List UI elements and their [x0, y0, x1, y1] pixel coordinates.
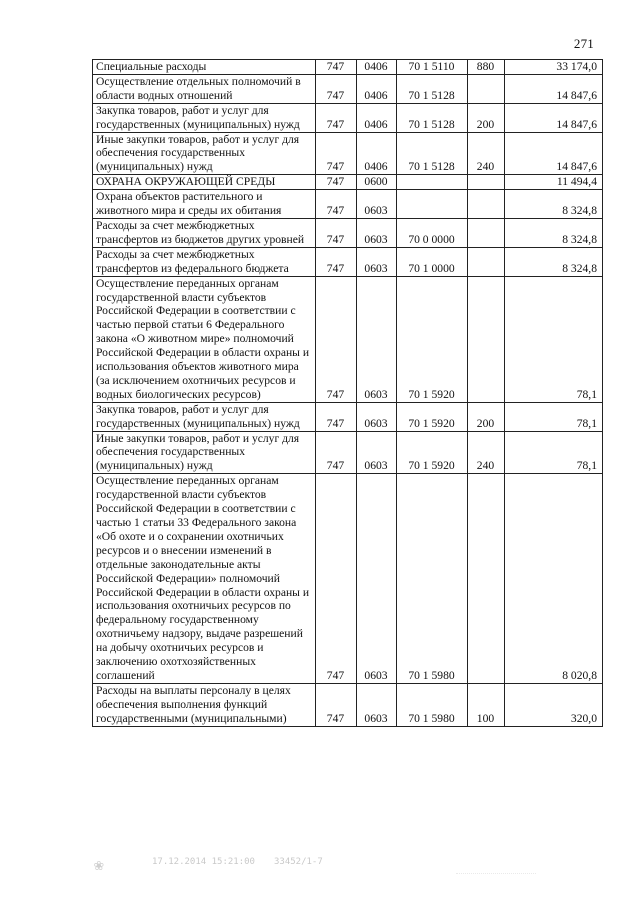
row-expense-type: 200 — [468, 402, 505, 431]
row-sum: 78,1 — [505, 431, 603, 474]
row-section-code: 0600 — [357, 175, 397, 190]
row-section-code: 0406 — [357, 132, 397, 175]
row-sum: 78,1 — [505, 402, 603, 431]
row-target-code: 70 1 5128 — [397, 74, 468, 103]
row-section-code: 0603 — [357, 683, 397, 726]
row-name: Осуществление отдельных полномочий в области водных отношений — [93, 74, 316, 103]
row-sum: 320,0 — [505, 683, 603, 726]
row-name: Иные закупки товаров, работ и услуг для обеспечения государственных (муниципальных) нужд — [93, 132, 316, 175]
row-gr-code: 747 — [316, 218, 357, 247]
row-sum: 8 324,8 — [505, 218, 603, 247]
scan-mark-icon — [456, 853, 536, 874]
footer-document-code: 33452/1-7 — [274, 857, 323, 867]
row-gr-code: 747 — [316, 474, 357, 684]
row-section-code: 0406 — [357, 74, 397, 103]
row-section-code: 0406 — [357, 60, 397, 75]
row-sum: 14 847,6 — [505, 103, 603, 132]
row-name: Закупка товаров, работ и услуг для государственных (муниципальных) нужд — [93, 103, 316, 132]
table-row — [93, 74, 603, 103]
page-number: 271 — [573, 36, 594, 51]
row-target-code: 70 1 5980 — [397, 683, 468, 726]
row-section-code: 0603 — [357, 276, 397, 402]
row-name: Иные закупки товаров, работ и услуг для обеспечения государственных (муниципальных) нужд — [93, 431, 316, 474]
row-section-code: 0603 — [357, 431, 397, 474]
row-expense-type — [468, 218, 505, 247]
row-section-code: 0603 — [357, 247, 397, 276]
row-expense-type — [468, 276, 505, 402]
row-target-code: 70 1 5920 — [397, 431, 468, 474]
row-expense-type: 240 — [468, 132, 505, 175]
row-sum: 78,1 — [505, 276, 603, 402]
row-gr-code: 747 — [316, 683, 357, 726]
row-target-code: 70 1 5920 — [397, 402, 468, 431]
row-target-code — [397, 190, 468, 219]
budget-table — [92, 59, 603, 727]
table-row — [93, 103, 603, 132]
row-section-code: 0406 — [357, 103, 397, 132]
row-sum: 8 020,8 — [505, 474, 603, 684]
row-gr-code: 747 — [316, 132, 357, 175]
row-gr-code: 747 — [316, 74, 357, 103]
row-sum: 8 324,8 — [505, 190, 603, 219]
table-row — [93, 474, 603, 684]
row-target-code: 70 1 5980 — [397, 474, 468, 684]
row-section-code: 0603 — [357, 402, 397, 431]
row-expense-type — [468, 247, 505, 276]
scan-stamp-icon: ❀ — [94, 855, 104, 874]
table-row — [93, 218, 603, 247]
table-row — [93, 132, 603, 175]
row-gr-code: 747 — [316, 60, 357, 75]
row-name: Расходы на выплаты персоналу в целях обеспечения выполнения функций государственными (муниципальными) — [93, 683, 316, 726]
row-gr-code: 747 — [316, 103, 357, 132]
table-row — [93, 402, 603, 431]
row-sum: 8 324,8 — [505, 247, 603, 276]
row-sum: 11 494,4 — [505, 175, 603, 190]
section-title: ОХРАНА ОКРУЖАЮЩЕЙ СРЕДЫ — [93, 175, 316, 190]
table-row — [93, 60, 603, 75]
footer-timestamp: 17.12.2014 15:21:00 — [152, 857, 255, 867]
row-name: Осуществление переданных органам государственной власти субъектов Российской Федерации в соответствии с частью 1 статьи 33 Федерального закона «Об охоте и о сохранении охотничьих ресурсов и о внесении изменений в отдельные законодательные акты Российской Федерации» полномочий Российской Федерации в области охраны и использования охотничьих ресурсов по федеральному государственному охотничьему надзору, выдаче разрешений на добычу охотничьих ресурсов и заключению охотхозяйственных соглашений — [93, 474, 316, 684]
row-name: Расходы за счет межбюджетных трансфертов из федерального бюджета — [93, 247, 316, 276]
row-gr-code: 747 — [316, 431, 357, 474]
row-target-code: 70 1 5110 — [397, 60, 468, 75]
row-section-code: 0603 — [357, 218, 397, 247]
row-sum: 14 847,6 — [505, 74, 603, 103]
document-footer — [94, 850, 594, 880]
row-section-code: 0603 — [357, 190, 397, 219]
row-target-code — [397, 175, 468, 190]
row-name: Охрана объектов растительного и животного мира и среды их обитания — [93, 190, 316, 219]
section-row — [93, 175, 603, 190]
row-name: Специальные расходы — [93, 60, 316, 75]
row-expense-type: 240 — [468, 431, 505, 474]
row-expense-type: 100 — [468, 683, 505, 726]
row-expense-type — [468, 190, 505, 219]
row-expense-type: 200 — [468, 103, 505, 132]
row-name: Закупка товаров, работ и услуг для государственных (муниципальных) нужд — [93, 402, 316, 431]
table-row — [93, 247, 603, 276]
row-target-code: 70 1 5128 — [397, 132, 468, 175]
row-name: Осуществление переданных органам государственной власти субъектов Российской Федерации в соответствии с частью первой статьи 6 Федерального закона «О животном мире» полномочий Российской Федерации в области охраны и использования объектов животного мира (за исключением охотничьих ресурсов и водных биологических ресурсов) — [93, 276, 316, 402]
row-sum: 14 847,6 — [505, 132, 603, 175]
row-target-code: 70 0 0000 — [397, 218, 468, 247]
table-row — [93, 190, 603, 219]
row-sum: 33 174,0 — [505, 60, 603, 75]
row-name: Расходы за счет межбюджетных трансфертов из бюджетов других уровней — [93, 218, 316, 247]
row-target-code: 70 1 5920 — [397, 276, 468, 402]
row-target-code: 70 1 5128 — [397, 103, 468, 132]
table-row — [93, 683, 603, 726]
row-gr-code: 747 — [316, 175, 357, 190]
row-target-code: 70 1 0000 — [397, 247, 468, 276]
row-expense-type — [468, 474, 505, 684]
table-row — [93, 276, 603, 402]
row-gr-code: 747 — [316, 402, 357, 431]
row-expense-type — [468, 74, 505, 103]
row-expense-type — [468, 175, 505, 190]
row-expense-type: 880 — [468, 60, 505, 75]
row-gr-code: 747 — [316, 190, 357, 219]
row-gr-code: 747 — [316, 276, 357, 402]
table-row — [93, 431, 603, 474]
row-gr-code: 747 — [316, 247, 357, 276]
row-section-code: 0603 — [357, 474, 397, 684]
